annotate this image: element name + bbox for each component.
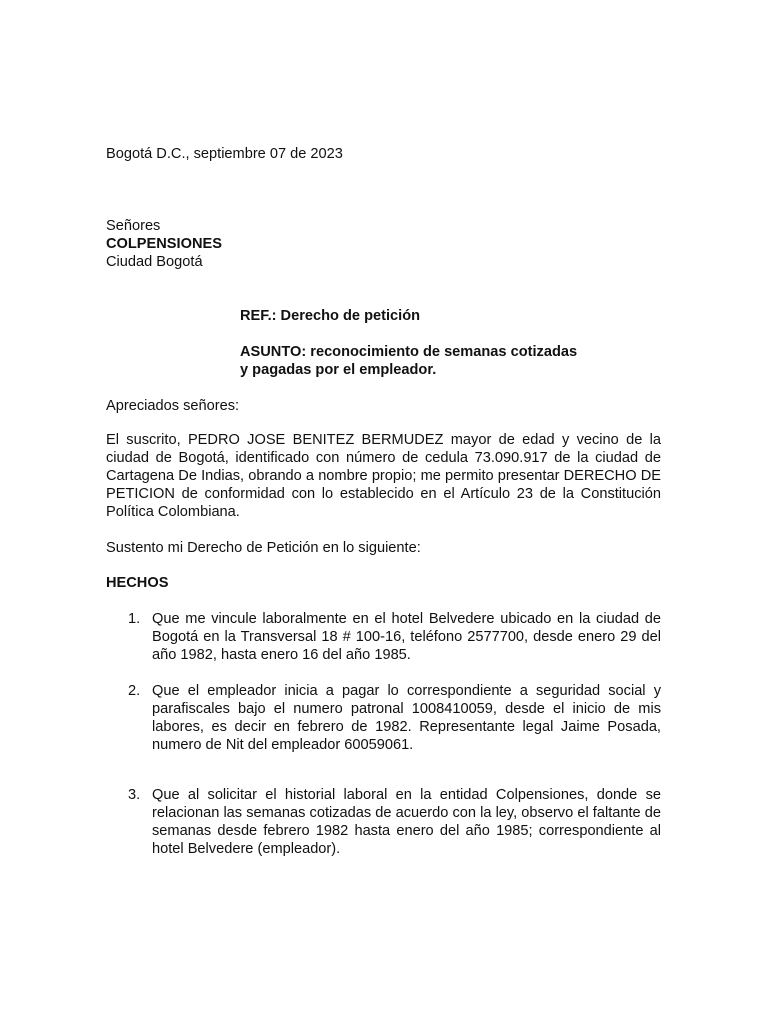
subject-line-2: y pagadas por el empleador. xyxy=(240,362,437,378)
intro-paragraph: El suscrito, PEDRO JOSE BENITEZ BERMUDEZ mayor de edad y vecino de la ciudad de Bogotá, identificado con número de cedula 73.090.917 de la ciudad de Cartagena De Indias, obrando a nombre propio; me permito presentar DERECHO DE PETICION de conformidad con lo establecido en el Artículo 23 de la Constitución Política Colombiana. xyxy=(106,432,661,520)
fact-number: 1. xyxy=(128,611,141,627)
greeting: Apreciados señores: xyxy=(106,398,240,414)
fact-text: Que al solicitar el historial laboral en la entidad Colpensiones, donde se relacionan las semanas cotizadas de acuerdo con la ley, observo el faltante de semanas desde febrero 1982 hasta enero del año 1985; correspondiente al hotel Belvedere (empleador). xyxy=(152,787,661,857)
addressee-salutation: Señores xyxy=(106,218,161,234)
addressee-entity: COLPENSIONES xyxy=(106,236,222,252)
fact-number: 3. xyxy=(128,787,141,803)
fact-text: Que el empleador inicia a pagar lo correspondiente a seguridad social y parafiscales bajo el numero patronal 1008410059, desde el inicio de mis labores, es decir en febrero de 1982. Representante legal Jaime Posada, numero de Nit del empleador 60059061. xyxy=(152,683,661,753)
facts-heading: HECHOS xyxy=(106,575,169,591)
subject-line-1: ASUNTO: reconocimiento de semanas cotizadas xyxy=(240,344,578,360)
fact-item xyxy=(106,682,661,754)
sustento-line: Sustento mi Derecho de Petición en lo siguiente: xyxy=(106,540,421,556)
fact-item xyxy=(106,610,661,664)
fact-item xyxy=(106,786,661,858)
addressee-city: Ciudad Bogotá xyxy=(106,254,203,270)
place-date: Bogotá D.C., septiembre 07 de 2023 xyxy=(106,146,343,162)
fact-text: Que me vincule laboralmente en el hotel Belvedere ubicado en la ciudad de Bogotá en la Transversal 18 # 100-16, teléfono 2577700, desde enero 29 del año 1982, hasta enero 16 del año 1985. xyxy=(152,611,661,663)
reference-line: REF.: Derecho de petición xyxy=(240,308,421,324)
fact-number: 2. xyxy=(128,683,141,699)
